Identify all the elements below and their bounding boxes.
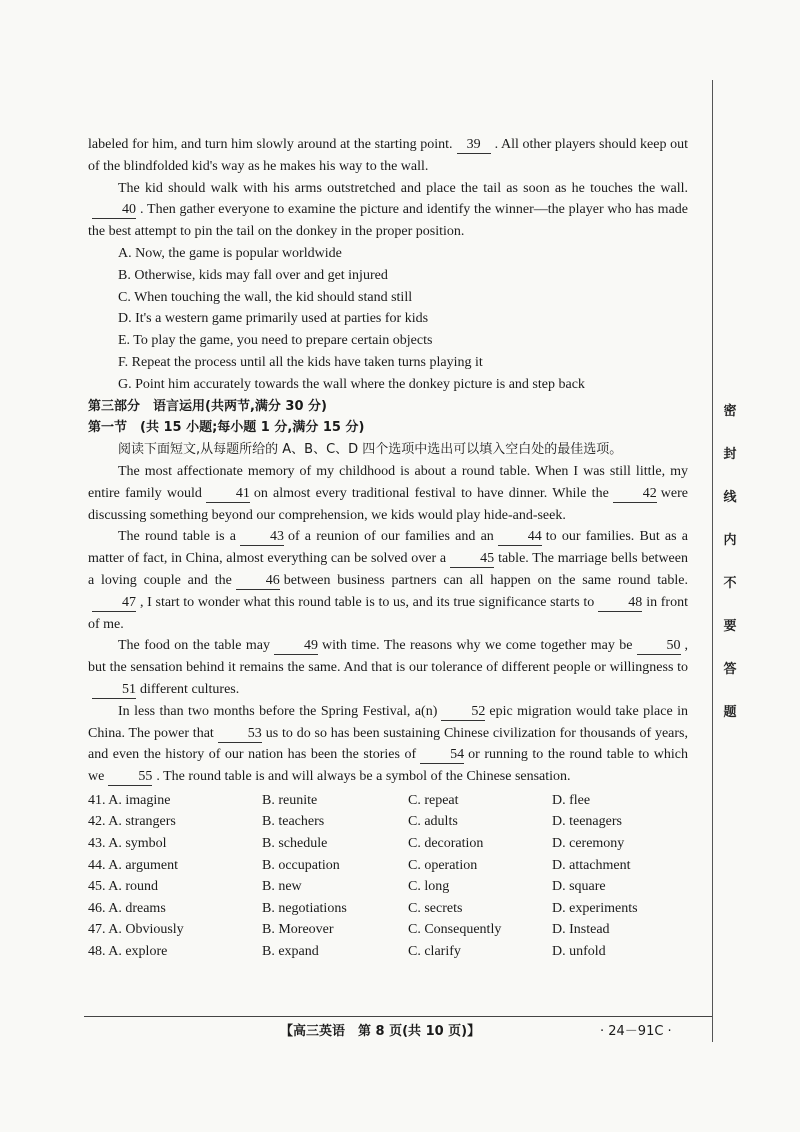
seal-char: 密 bbox=[723, 404, 737, 419]
choice-c: C. operation bbox=[408, 857, 478, 873]
text-segment: table. The marriage bells between a loving couple and the bbox=[88, 551, 688, 588]
page-footer-code: · 24－91C · bbox=[600, 1024, 672, 1039]
choice-a: 41. A. imagine bbox=[88, 792, 171, 808]
choice-d: D. flee bbox=[552, 792, 591, 808]
choice-row-44 bbox=[88, 855, 688, 877]
choice-row-45 bbox=[88, 876, 688, 898]
choice-row-41 bbox=[88, 790, 688, 812]
choice-b: B. reunite bbox=[262, 792, 318, 808]
text-segment: between business partners can all happen on the same round table. bbox=[283, 572, 688, 588]
choice-c: C. secrets bbox=[408, 900, 463, 916]
text-segment: in front of me. bbox=[88, 594, 688, 632]
choice-b: B. teachers bbox=[262, 814, 325, 830]
blank-49: 49 bbox=[274, 637, 318, 655]
blank-39: 39 bbox=[457, 136, 491, 154]
blank-52: 52 bbox=[441, 703, 485, 721]
option-c: C. When touching the wall, the kid should stand still bbox=[118, 289, 413, 305]
seal-line-label bbox=[718, 400, 742, 744]
option-g: G. Point him accurately towards the wall where the donkey picture is and step back bbox=[118, 376, 585, 392]
text-segment: The most affectionate memory of my childhood is about a round table. When I was still little, my entire family would bbox=[88, 463, 688, 501]
binding-line bbox=[712, 80, 713, 1042]
seal-char: 内 bbox=[723, 533, 737, 548]
choice-row-46 bbox=[88, 898, 688, 920]
text-segment: us to do so has been sustaining Chinese civilization for thousands of years, and even the history of our nation has been the stories of bbox=[88, 725, 688, 763]
choice-d: D. square bbox=[552, 879, 606, 895]
blank-44: 44 bbox=[498, 528, 542, 546]
choice-a: 46. A. dreams bbox=[88, 900, 166, 916]
blank-50: 50 bbox=[637, 637, 681, 655]
text-segment: or running to the round table to which we bbox=[88, 747, 688, 785]
blank-51: 51 bbox=[92, 681, 136, 699]
text-segment: labeled for him, and turn him slowly around at the starting point. bbox=[88, 137, 453, 152]
text-segment: The round table is a bbox=[118, 529, 236, 545]
text-segment: . The round table is and will always be a symbol of the Chinese sensation. bbox=[156, 769, 571, 785]
option-a: A. Now, the game is popular worldwide bbox=[118, 245, 342, 261]
text-segment: . All other players should keep out of the blindfolded kid's way as he makes his way to the wall. bbox=[88, 137, 689, 174]
text-segment: . Then gather everyone to examine the picture and identify the winner—the player who has made the best attempt to pin the tail on the donkey in the proper position. bbox=[88, 202, 688, 240]
seal-char: 线 bbox=[723, 490, 737, 505]
choice-c: C. decoration bbox=[408, 836, 484, 851]
choice-b: B. new bbox=[262, 879, 302, 895]
section1-title: 第一节 (共 15 小题;每小题 1 分,满分 15 分) bbox=[88, 420, 365, 436]
choice-b: B. negotiations bbox=[262, 900, 347, 916]
seal-char: 题 bbox=[723, 705, 737, 720]
text-segment: different cultures. bbox=[140, 681, 240, 697]
option-b: B. Otherwise, kids may fall over and get injured bbox=[118, 267, 388, 283]
seal-char: 要 bbox=[723, 619, 737, 634]
text-segment: epic migration would take place in China. The power that bbox=[88, 703, 688, 741]
choice-c: C. repeat bbox=[408, 792, 459, 808]
choice-d: D. unfold bbox=[552, 943, 606, 959]
choice-c: C. clarify bbox=[408, 943, 461, 959]
cloze-paragraph-2 bbox=[88, 526, 688, 635]
option-f: F. Repeat the process until all the kids have taken turns playing it bbox=[118, 354, 483, 370]
text-segment: with time. The reasons why we come together may be bbox=[321, 638, 633, 654]
choice-row-48 bbox=[88, 941, 688, 963]
choice-c: C. adults bbox=[408, 814, 458, 830]
choice-a: 48. A. explore bbox=[88, 943, 168, 959]
option-e: E. To play the game, you need to prepare certain objects bbox=[118, 333, 433, 349]
blank-47: 47 bbox=[92, 594, 136, 612]
blank-41: 41 bbox=[206, 485, 250, 503]
choice-b: B. occupation bbox=[262, 857, 340, 873]
choice-d: D. ceremony bbox=[552, 836, 625, 851]
blank-42: 42 bbox=[613, 485, 657, 503]
blank-46: 46 bbox=[236, 572, 280, 590]
choice-a: 45. A. round bbox=[88, 879, 158, 895]
text-segment: The kid should walk with his arms outstretched and place the tail as soon as he touches the wall. bbox=[118, 180, 688, 196]
blank-54: 54 bbox=[420, 746, 464, 764]
text-segment: , I start to wonder what this round table is to us, and its true significance starts to bbox=[140, 594, 595, 610]
text-segment: were discussing something beyond our comprehension, we kids would play hide-and-seek. bbox=[88, 485, 688, 523]
cloze-paragraph-3 bbox=[88, 635, 688, 700]
seal-char: 答 bbox=[723, 662, 737, 677]
option-d: D. It's a western game primarily used at parties for kids bbox=[118, 311, 429, 327]
choice-b: B. Moreover bbox=[262, 922, 334, 938]
choice-c: C. Consequently bbox=[408, 922, 502, 938]
text-segment: of a reunion of our families and an bbox=[287, 529, 494, 545]
blank-53: 53 bbox=[218, 725, 262, 743]
choice-a: 44. A. argument bbox=[88, 857, 178, 873]
page-footer-title: 【高三英语 第 8 页(共 10 页)】 bbox=[280, 1024, 481, 1039]
blank-40: 40 bbox=[92, 201, 136, 219]
passage-final-paragraph bbox=[88, 178, 688, 243]
seal-char: 封 bbox=[723, 447, 737, 462]
text-segment: In less than two months before the Spring Festival, a(n) bbox=[118, 703, 438, 719]
part3-title: 第三部分 语言运用(共两节,满分 30 分) bbox=[88, 398, 327, 414]
choice-c: C. long bbox=[408, 879, 450, 895]
blank-45: 45 bbox=[450, 550, 494, 568]
choice-d: D. experiments bbox=[552, 900, 638, 916]
cloze-instruction: 阅读下面短文,从每题所给的 A、B、C、D 四个选项中选出可以填入空白处的最佳选项。 bbox=[118, 442, 623, 458]
choice-a: 42. A. strangers bbox=[88, 814, 176, 830]
text-segment: The food on the table may bbox=[118, 638, 270, 654]
footer-rule bbox=[84, 1016, 712, 1017]
blank-43: 43 bbox=[240, 528, 284, 546]
choice-row-43 bbox=[88, 833, 688, 855]
choice-row-42 bbox=[88, 812, 688, 834]
choice-a: 43. A. symbol bbox=[88, 836, 167, 851]
cloze-paragraph-4 bbox=[88, 701, 688, 788]
answer-choices bbox=[88, 790, 688, 963]
blank-55: 55 bbox=[108, 768, 152, 786]
blank-48: 48 bbox=[598, 594, 642, 612]
choice-d: D. teenagers bbox=[552, 814, 622, 830]
choice-row-47 bbox=[88, 919, 688, 941]
passage-end-paragraph bbox=[88, 134, 688, 178]
text-segment: , but the sensation behind it remains the same. And that is our tolerance of different people or willingness to bbox=[88, 638, 688, 676]
choice-d: D. Instead bbox=[552, 922, 610, 938]
text-segment: on almost every traditional festival to have dinner. While the bbox=[253, 485, 609, 501]
choice-b: B. expand bbox=[262, 943, 319, 959]
choice-a: 47. A. Obviously bbox=[88, 922, 184, 938]
page-content bbox=[88, 134, 688, 963]
choice-b: B. schedule bbox=[262, 836, 328, 851]
choice-d: D. attachment bbox=[552, 857, 631, 873]
text-segment: to our families. But as a matter of fact, in China, almost everything can be solved over a bbox=[88, 529, 688, 567]
cloze-paragraph-1 bbox=[88, 461, 688, 526]
seal-char: 不 bbox=[723, 576, 737, 591]
